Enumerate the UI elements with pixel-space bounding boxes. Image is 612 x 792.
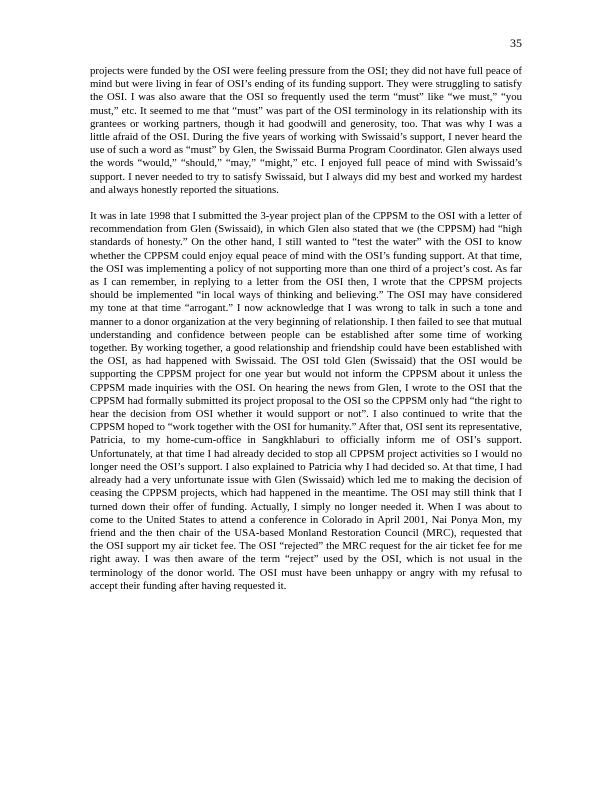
paragraph-2: It was in late 1998 that I submitted the 3-year project plan of the CPPSM to the OSI with a letter of recommendation from Glen (Swissaid), in which Glen also stated that we (the CPPSM) had “high standards of honesty.” On the other hand, I still wanted to “test the water” with the OSI to know whether the CPPSM could enjoy equal peace of mind with the OSI’s funding support. At that time, the OSI was implementing a policy of not supporting more than one third of a project’s cost. As far as I can remember, in replying to a letter from the OSI then, I wrote that the CPPSM projects should be implemented “in local ways of thinking and believing.” The OSI may have considered my tone at that time “arrogant.” I now acknowledge that I was wrong to talk in such a tone and manner to a donor organization at the very beginning of relationship. I then failed to see that mutual understanding and confidence between people can be established after some time of working together. By working together, a good relationship and friendship could have been established with the OSI, as had happened with Swissaid. The OSI told Glen (Swissaid) that the OSI would be supporting the CPPSM project for one year but would not inform the CPPSM about it unless the CPPSM made inquiries with the OSI. On hearing the news from Glen, I wrote to the OSI that the CPPSM had formally submitted its project proposal to the OSI so the CPPSM only had “the right to hear the decision from OSI whether it would support or not”. I also continued to write that the CPPSM hoped to “work together with the OSI for humanity.” After that, OSI sent its representative, Patricia, to my home-cum-office in Sangkhlaburi to officially inform me of OSI’s support. Unfortunately, at that time I had already decided to stop all CPPSM project activities so I would no longer need the OSI’s support. I also explained to Patricia why I had decided so. At that time, I had already had a very unfortunate issue with Glen (Swissaid) which led me to making the decision of ceasing the CPPSM projects, which had happened in the meantime. The OSI may still think that I turned down their offer of funding. Actually, I simply no longer needed it. When I was about to come to the United States to attend a conference in Colorado in April 2001, Nai Ponya Mon, my friend and the then chair of the USA-based Monland Restoration Council (MRC), requested that the OSI support my air ticket fee. The OSI “rejected” the MRC request for the air ticket fee for me right away. I was then aware of the term “reject” used by the OSI, which is not usual in the terminology of the donor world. The OSI must have been unhappy or angry with my refusal to accept their funding after having requested it. bbox=[90, 210, 522, 592]
paragraph-1: projects were funded by the OSI were feeling pressure from the OSI; they did not have full peace of mind but were living in fear of OSI’s ending of its funding support. They were struggling to satisfy the OSI. I was also aware that the OSI so frequently used the term “must” like “we must,” “you must,” etc. It seemed to me that “must” was part of the OSI terminology in its relationship with its grantees or working partners, though it had goodwill and generosity, too. That was why I was a little afraid of the OSI. During the five years of working with Swissaid’s support, I never heard the use of such a word as “must” by Glen, the Swissaid Burma Program Coordinator. Glen always used the words “would,” “should,” “may,” “might,” etc. I enjoyed full peace of mind with Swissaid’s support. I never needed to try to satisfy Swissaid, but I always did my best and worked my hardest and always honestly reported the situations. bbox=[90, 65, 522, 196]
body-text bbox=[90, 65, 522, 593]
page-number: 35 bbox=[510, 36, 522, 50]
